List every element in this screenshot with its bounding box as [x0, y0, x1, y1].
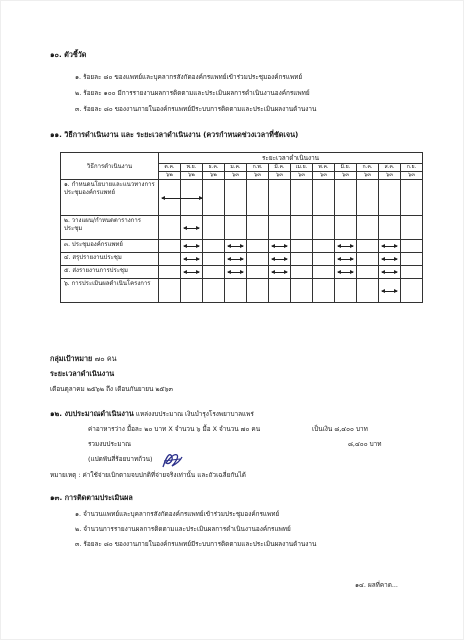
schedule-cell — [203, 266, 225, 279]
schedule-cell — [401, 253, 423, 266]
schedule-cell — [159, 180, 181, 216]
schedule-cell — [181, 253, 203, 266]
schedule-cell — [181, 279, 203, 303]
evaluation-heading: ๑๓. การติดตามประเมินผล — [50, 493, 133, 502]
schedule-cell — [269, 180, 291, 216]
period-arrow-icon — [272, 272, 287, 273]
activity-label: ๑. กำหนดนโยบายและแนวทางการประชุมองค์กรแพทย์ — [61, 180, 159, 216]
period-arrow-icon — [228, 259, 243, 260]
schedule-cell — [225, 279, 247, 303]
target-group-label: กลุ่มเป้าหมาย — [50, 354, 93, 363]
schedule-cell — [401, 279, 423, 303]
year-header: ๖๓ — [401, 172, 423, 180]
schedule-cell — [269, 216, 291, 240]
schedule-cell — [291, 279, 313, 303]
schedule-cell — [357, 180, 379, 216]
schedule-cell — [379, 279, 401, 303]
schedule-cell — [335, 216, 357, 240]
schedule-cell — [203, 279, 225, 303]
year-header: ๖๓ — [291, 172, 313, 180]
year-header: ๖๓ — [247, 172, 269, 180]
activity-label: ๓. ประชุมองค์กรแพทย์ — [61, 240, 159, 253]
month-header: ก.พ. — [247, 164, 269, 172]
year-header: ๖๓ — [313, 172, 335, 180]
budget-source: แหล่งงบประมาณ เงินบำรุงโรงพยาบาลแพร่ — [135, 410, 254, 418]
period-arrow-icon — [382, 272, 397, 273]
indicators-heading: ๑๐. ตัวชี้วัด — [50, 50, 87, 59]
schedule-cell — [335, 279, 357, 303]
evaluation-item-3: ๓. ร้อยละ ๘๐ ของงานภายในองค์กรแพทย์มีระบบการติดตามและประเมินผลงานด้านงาน — [75, 540, 317, 548]
period-column-header: ระยะเวลาดำเนินงาน — [159, 153, 423, 164]
period-arrow-icon — [228, 272, 243, 273]
schedule-cell — [379, 253, 401, 266]
month-header: ต.ค. — [159, 164, 181, 172]
indicator-item-1: ๑. ร้อยละ ๘๐ ของแพทย์และบุคลากรสังกัดองค์กรแพทย์เข้าร่วมประชุมองค์กรแพทย์ — [75, 73, 303, 81]
schedule-cell — [159, 266, 181, 279]
activity-label: ๕. ส่งรายงานการประชุม — [61, 266, 159, 279]
schedule-cell — [203, 180, 225, 216]
schedule-cell — [269, 240, 291, 253]
schedule-cell — [247, 253, 269, 266]
schedule-cell — [247, 279, 269, 303]
schedule-cell — [335, 266, 357, 279]
period-arrow-icon — [338, 272, 353, 273]
year-header: ๖๒ — [203, 172, 225, 180]
schedule-cell — [247, 240, 269, 253]
schedule-row — [61, 279, 423, 303]
schedule-cell — [335, 180, 357, 216]
schedule-table — [60, 152, 423, 303]
budget-heading — [50, 410, 254, 418]
budget-total-label: รวมงบประมาณ — [88, 440, 132, 448]
target-group-value: ๗๐ คน — [94, 354, 117, 363]
period-arrow-icon — [382, 291, 397, 292]
schedule-cell — [335, 240, 357, 253]
schedule-row — [61, 253, 423, 266]
year-header: ๖๓ — [269, 172, 291, 180]
budget-total-words: (แปดพันสี่ร้อยบาทถ้วน) — [88, 455, 153, 463]
month-header: พ.ย. — [181, 164, 203, 172]
month-header: ม.ค. — [225, 164, 247, 172]
year-header: ๖๓ — [357, 172, 379, 180]
indicator-item-3: ๓. ร้อยละ ๘๐ ของงานภายในองค์กรแพทย์มีระบบการติดตามและประเมินผลงานด้านงาน — [75, 105, 317, 113]
schedule-cell — [159, 240, 181, 253]
month-header: มี.ค. — [269, 164, 291, 172]
activity-label: ๖. การประเมินผลดำเนินโครงการ — [61, 279, 159, 303]
schedule-cell — [225, 216, 247, 240]
schedule-cell — [225, 266, 247, 279]
method-heading-text: ๑๑. วิธีการดำเนินงาน และ ระยะเวลาดำเนินงาน — [50, 130, 201, 139]
period-arrow-icon — [184, 228, 199, 229]
schedule-cell — [401, 240, 423, 253]
schedule-cell — [247, 266, 269, 279]
schedule-cell — [313, 216, 335, 240]
method-heading-suffix: (ควรกำหนดช่วงเวลาที่ชัดเจน) — [203, 130, 299, 139]
schedule-cell — [313, 279, 335, 303]
month-header: ธ.ค. — [203, 164, 225, 172]
month-header: ส.ค. — [379, 164, 401, 172]
schedule-cell — [357, 240, 379, 253]
schedule-cell — [181, 240, 203, 253]
period-arrow-icon — [228, 246, 243, 247]
schedule-cell — [379, 240, 401, 253]
schedule-row — [61, 266, 423, 279]
schedule-cell — [401, 216, 423, 240]
activity-column-header: วิธีการดำเนินงาน — [61, 153, 159, 180]
schedule-cell — [225, 240, 247, 253]
schedule-cell — [225, 180, 247, 216]
indicator-item-2: ๒. ร้อยละ ๑๐๐ มีการรายงานผลการติดตามและประเมินผลการดำเนินงานองค์กรแพทย์ — [75, 89, 310, 97]
schedule-cell — [225, 253, 247, 266]
method-heading — [50, 131, 298, 139]
schedule-cell — [291, 240, 313, 253]
activity-label: ๒. วางแผน/กำหนดตารางการประชุม — [61, 216, 159, 240]
year-header: ๖๒ — [159, 172, 181, 180]
period-arrow-icon — [184, 272, 199, 273]
schedule-cell — [313, 180, 335, 216]
period-arrow-icon — [338, 259, 353, 260]
schedule-cell — [379, 180, 401, 216]
month-header: เม.ย. — [291, 164, 313, 172]
schedule-cell — [269, 279, 291, 303]
schedule-cell — [357, 279, 379, 303]
year-header: ๖๓ — [335, 172, 357, 180]
month-header: ก.ค. — [357, 164, 379, 172]
period-arrow-icon — [382, 259, 397, 260]
budget-total-amount: ๘,๔๐๐ บาท — [348, 440, 382, 448]
period-arrow-icon — [338, 246, 353, 247]
evaluation-item-2: ๒. จำนวนการรายงานผลการติดตามและประเมินผลการดำเนินงานองค์กรแพทย์ — [75, 525, 291, 533]
schedule-cell — [335, 253, 357, 266]
period-arrow-icon — [382, 246, 397, 247]
schedule-cell — [181, 180, 203, 216]
schedule-cell — [313, 266, 335, 279]
target-group — [50, 355, 117, 363]
activity-label: ๔. สรุปรายงานประชุม — [61, 253, 159, 266]
schedule-row — [61, 180, 423, 216]
budget-heading-title: ๑๒. งบประมาณดำเนินงาน — [50, 409, 134, 418]
schedule-cell — [203, 216, 225, 240]
schedule-cell — [401, 180, 423, 216]
schedule-cell — [379, 216, 401, 240]
schedule-cell — [159, 253, 181, 266]
schedule-cell — [247, 180, 269, 216]
period-arrow-icon — [272, 246, 287, 247]
schedule-cell — [291, 266, 313, 279]
schedule-cell — [203, 253, 225, 266]
year-header: ๖๓ — [379, 172, 401, 180]
year-header: ๖๓ — [225, 172, 247, 180]
schedule-cell — [291, 180, 313, 216]
schedule-row — [61, 216, 423, 240]
schedule-cell — [291, 253, 313, 266]
schedule-cell — [159, 279, 181, 303]
month-header: มิ.ย. — [335, 164, 357, 172]
budget-line-amount: เป็นเงิน ๘,๔๐๐ บาท — [312, 425, 368, 433]
schedule-cell — [357, 253, 379, 266]
evaluation-item-1: ๑. จำนวนแพทย์และบุคลากรสังกัดองค์กรแพทย์เข้าร่วมประชุมองค์กรแพทย์ — [75, 510, 280, 518]
schedule-cell — [357, 216, 379, 240]
schedule-cell — [203, 240, 225, 253]
schedule-cell — [159, 216, 181, 240]
month-header: ก.ย. — [401, 164, 423, 172]
schedule-cell — [379, 266, 401, 279]
period-label: ระยะเวลาดำเนินงาน — [50, 369, 115, 378]
next-page-marker: ๑๔. ผลที่คาด... — [355, 581, 398, 589]
period-arrow-icon — [184, 259, 199, 260]
schedule-cell — [181, 266, 203, 279]
year-header: ๖๒ — [181, 172, 203, 180]
schedule-cell — [291, 216, 313, 240]
schedule-cell — [401, 266, 423, 279]
signature-mark — [160, 449, 184, 471]
schedule-cell — [269, 253, 291, 266]
period-value: เดือนตุลาคม ๒๕๖๒ ถึง เดือนกันยายน ๒๕๖๓ — [50, 385, 173, 393]
budget-line-item: ค่าอาหารว่าง มื้อละ ๒๐ บาท X จำนวน ๖ มื้อ X จำนวน ๗๐ คน — [88, 425, 261, 433]
schedule-cell — [357, 266, 379, 279]
period-arrow-icon — [184, 246, 199, 247]
budget-note: หมายเหตุ : ค่าใช้จ่ายเบิกตามจบปกติที่จ่ายจริงเท่านั้น และถัวเฉลี่ยกันได้ — [50, 471, 246, 479]
schedule-cell — [247, 216, 269, 240]
schedule-cell — [313, 253, 335, 266]
schedule-row — [61, 240, 423, 253]
schedule-cell — [269, 266, 291, 279]
period-arrow-icon — [272, 259, 287, 260]
schedule-cell — [181, 216, 203, 240]
schedule-cell — [313, 240, 335, 253]
month-header: พ.ค. — [313, 164, 335, 172]
